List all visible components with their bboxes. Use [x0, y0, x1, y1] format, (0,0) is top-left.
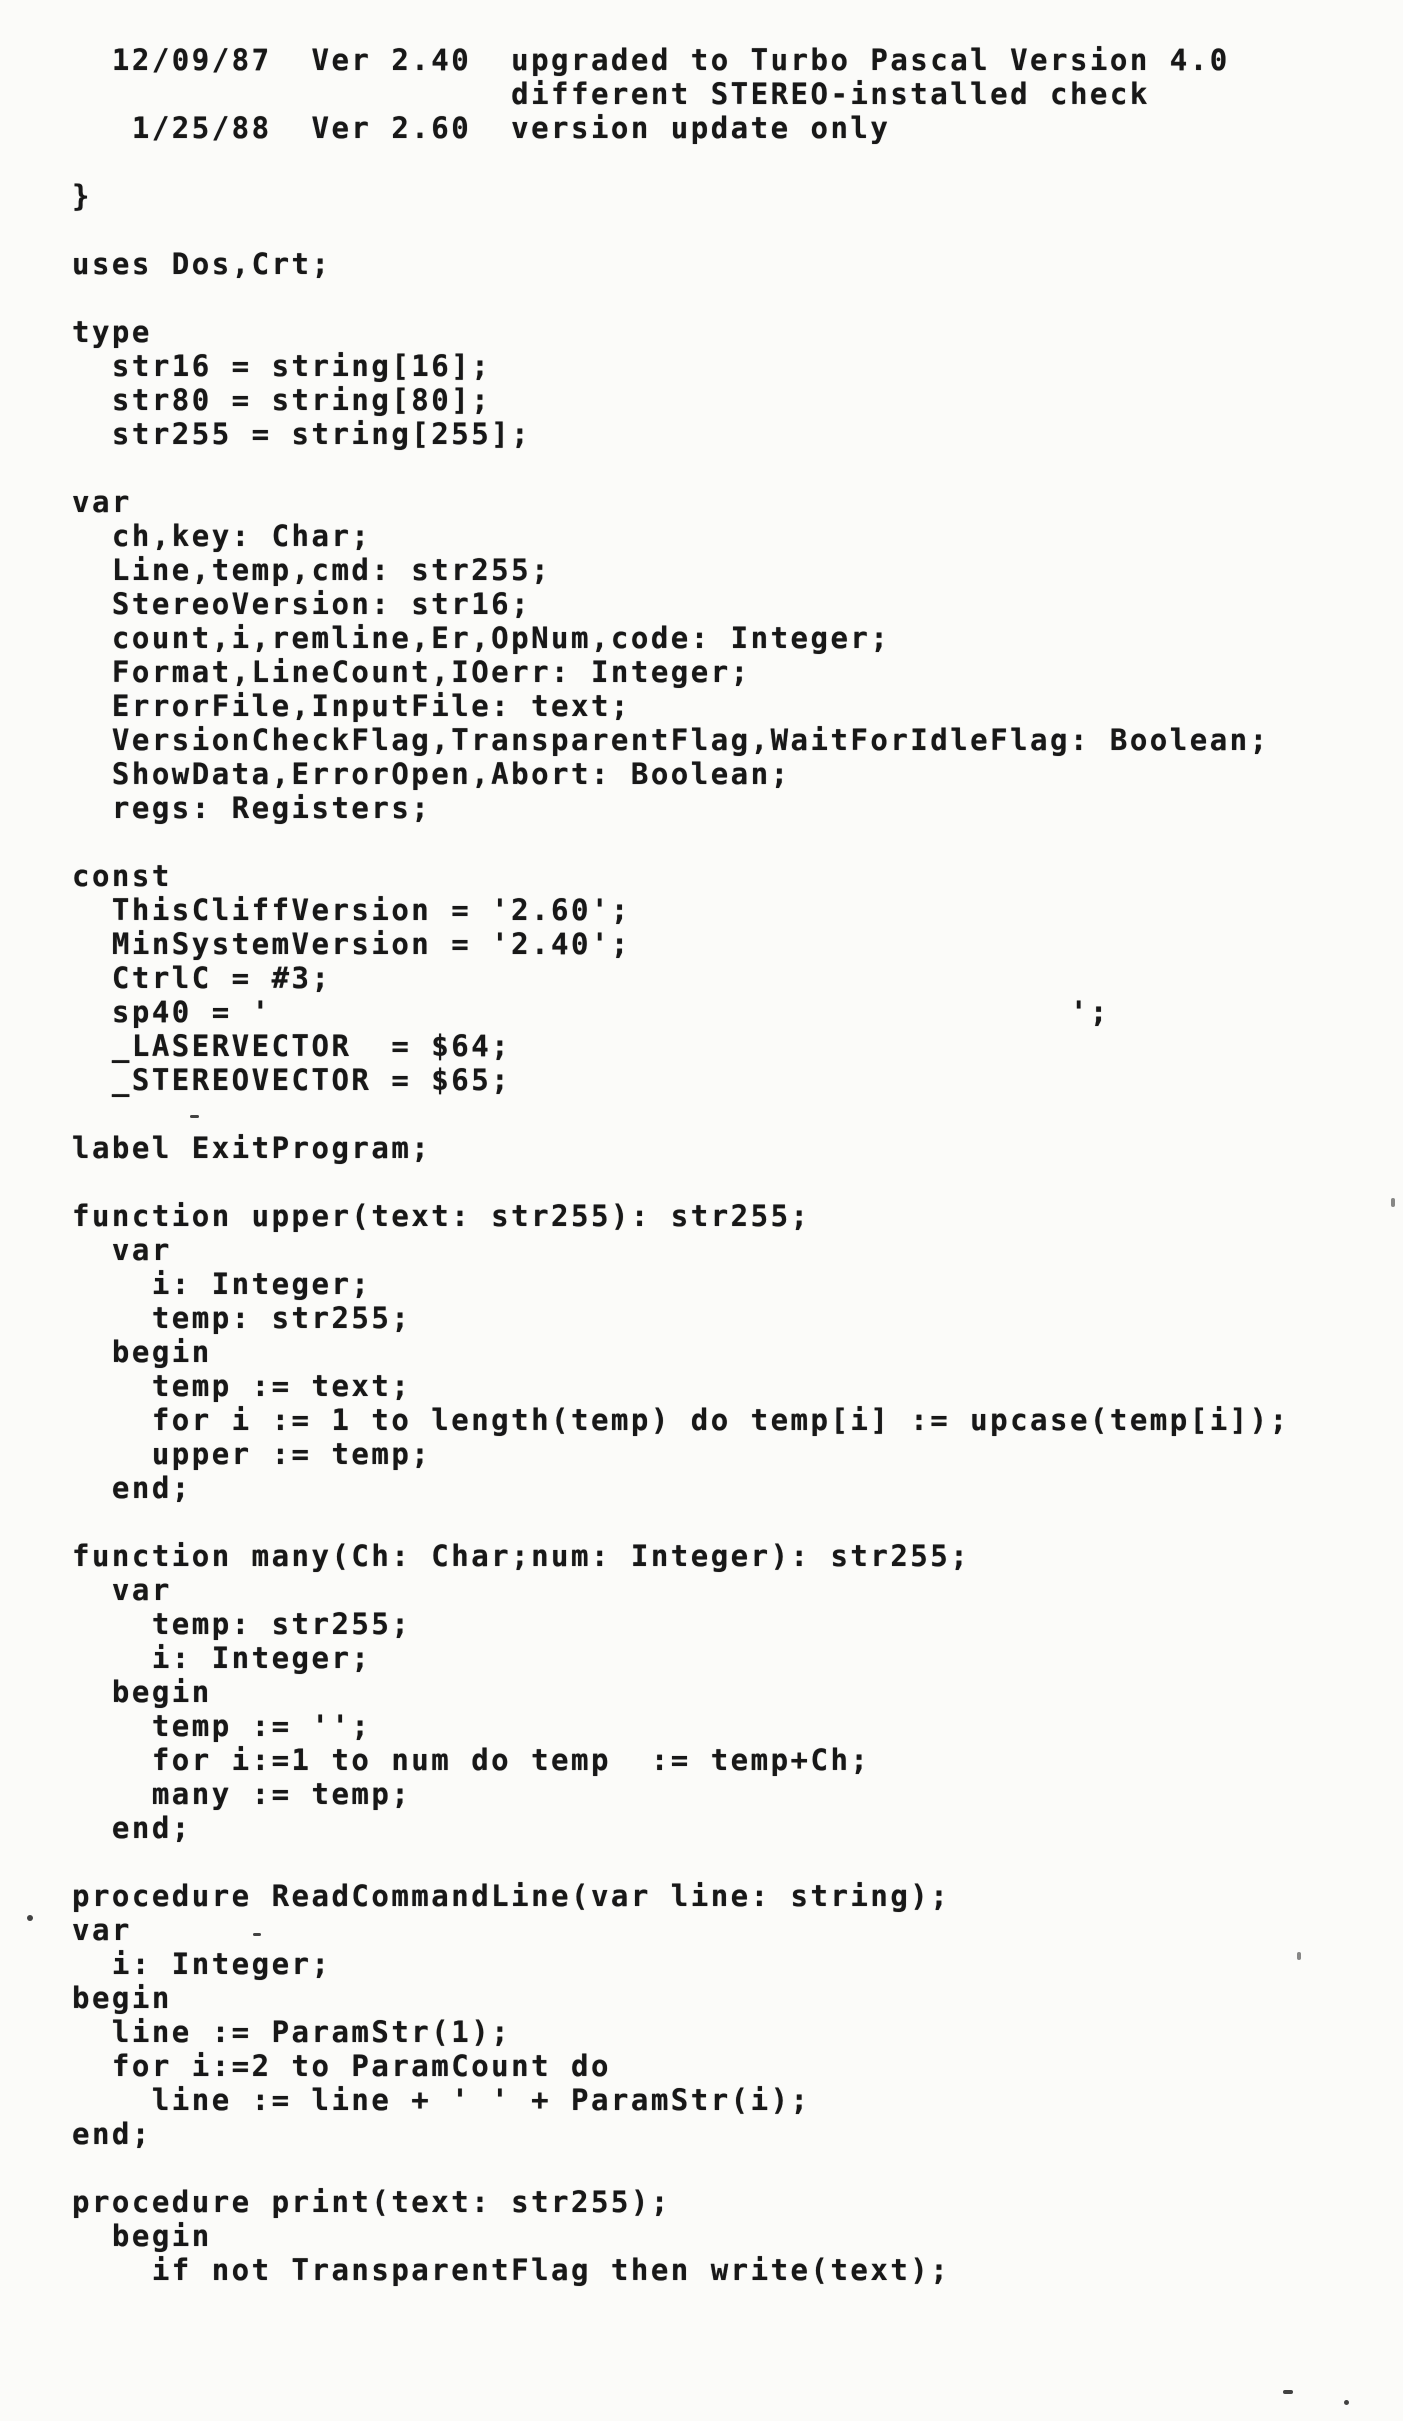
code-line: MinSystemVersion = '2.40';	[72, 927, 631, 961]
code-line	[72, 451, 1290, 485]
code-line: str255 = string[255];	[72, 417, 532, 451]
code-line: VersionCheckFlag,TransparentFlag,WaitForIdleFlag: Boolean;	[72, 723, 1270, 757]
code-line: var	[72, 1573, 172, 1607]
code-line: i: Integer;	[72, 1641, 372, 1675]
code-line	[72, 1505, 1290, 1539]
code-line: ShowData,ErrorOpen,Abort: Boolean;	[72, 757, 791, 791]
code-line: str16 = string[16];	[72, 349, 492, 383]
code-line: CtrlC = #3;	[72, 961, 332, 995]
code-line: 1/25/88 Ver 2.60 version update only	[72, 111, 891, 145]
code-line: for i:=1 to num do temp := temp+Ch;	[72, 1743, 871, 1777]
code-listing	[72, 43, 1290, 2287]
scan-speck	[27, 1915, 33, 1921]
code-line: temp: str255;	[72, 1301, 412, 1335]
code-line: temp: str255;	[72, 1607, 412, 1641]
code-line	[72, 1845, 1290, 1879]
code-line: begin	[72, 2219, 212, 2253]
code-line: ErrorFile,InputFile: text;	[72, 689, 631, 723]
code-line: end;	[72, 1471, 192, 1505]
code-line	[72, 2151, 1290, 2185]
code-line: end;	[72, 2117, 152, 2151]
code-line: sp40 = ' ';	[72, 995, 1110, 1029]
code-line: Format,LineCount,IOerr: Integer;	[72, 655, 751, 689]
code-line: begin	[72, 1675, 212, 1709]
code-line: regs: Registers;	[72, 791, 432, 825]
code-line: uses Dos,Crt;	[72, 247, 332, 281]
code-line: count,i,remline,Er,OpNum,code: Integer;	[72, 621, 891, 655]
scan-speck	[1283, 2390, 1293, 2394]
code-line	[72, 1097, 1290, 1131]
code-line: Line,temp,cmd: str255;	[72, 553, 552, 587]
code-line: var	[72, 1913, 132, 1947]
code-line: if not TransparentFlag then write(text);	[72, 2253, 951, 2287]
code-line: i: Integer;	[72, 1267, 372, 1301]
code-line: label ExitProgram;	[72, 1131, 432, 1165]
code-line: _STEREOVECTOR = $65;	[72, 1063, 512, 1097]
code-line: temp := text;	[72, 1369, 412, 1403]
code-line: upper := temp;	[72, 1437, 432, 1471]
code-line: end;	[72, 1811, 192, 1845]
code-line: str80 = string[80];	[72, 383, 492, 417]
code-line: begin	[72, 1335, 212, 1369]
code-line: StereoVersion: str16;	[72, 587, 532, 621]
code-line: function upper(text: str255): str255;	[72, 1199, 811, 1233]
code-line: _LASERVECTOR = $64;	[72, 1029, 512, 1063]
code-line	[72, 213, 1290, 247]
code-line: procedure ReadCommandLine(var line: string);	[72, 1879, 951, 1913]
scan-speck	[253, 1933, 261, 1936]
code-line: for i:=2 to ParamCount do	[72, 2049, 611, 2083]
code-line: 12/09/87 Ver 2.40 upgraded to Turbo Pascal Version 4.0	[72, 43, 1230, 77]
code-line	[72, 281, 1290, 315]
code-line: type	[72, 315, 152, 349]
code-line: line := line + ' ' + ParamStr(i);	[72, 2083, 811, 2117]
code-line: begin	[72, 1981, 172, 2015]
code-line: different STEREO-installed check	[72, 77, 1150, 111]
code-line: var	[72, 485, 132, 519]
code-line: function many(Ch: Char;num: Integer): str255;	[72, 1539, 971, 1573]
scan-speck	[1391, 1198, 1395, 1207]
code-line: ThisCliffVersion = '2.60';	[72, 893, 631, 927]
code-line: var	[72, 1233, 172, 1267]
scan-speck	[1297, 1952, 1301, 1960]
code-line: for i := 1 to length(temp) do temp[i] := upcase(temp[i]);	[72, 1403, 1290, 1437]
scan-speck	[190, 1115, 199, 1118]
code-line: temp := '';	[72, 1709, 372, 1743]
scan-speck	[1344, 2400, 1349, 2405]
code-line	[72, 1165, 1290, 1199]
code-line: line := ParamStr(1);	[72, 2015, 512, 2049]
code-line: const	[72, 859, 172, 893]
code-line: i: Integer;	[72, 1947, 332, 1981]
code-line	[72, 825, 1290, 859]
code-line: ch,key: Char;	[72, 519, 372, 553]
code-line: many := temp;	[72, 1777, 412, 1811]
code-line	[72, 145, 1290, 179]
code-line: }	[72, 179, 92, 213]
code-line: procedure print(text: str255);	[72, 2185, 671, 2219]
